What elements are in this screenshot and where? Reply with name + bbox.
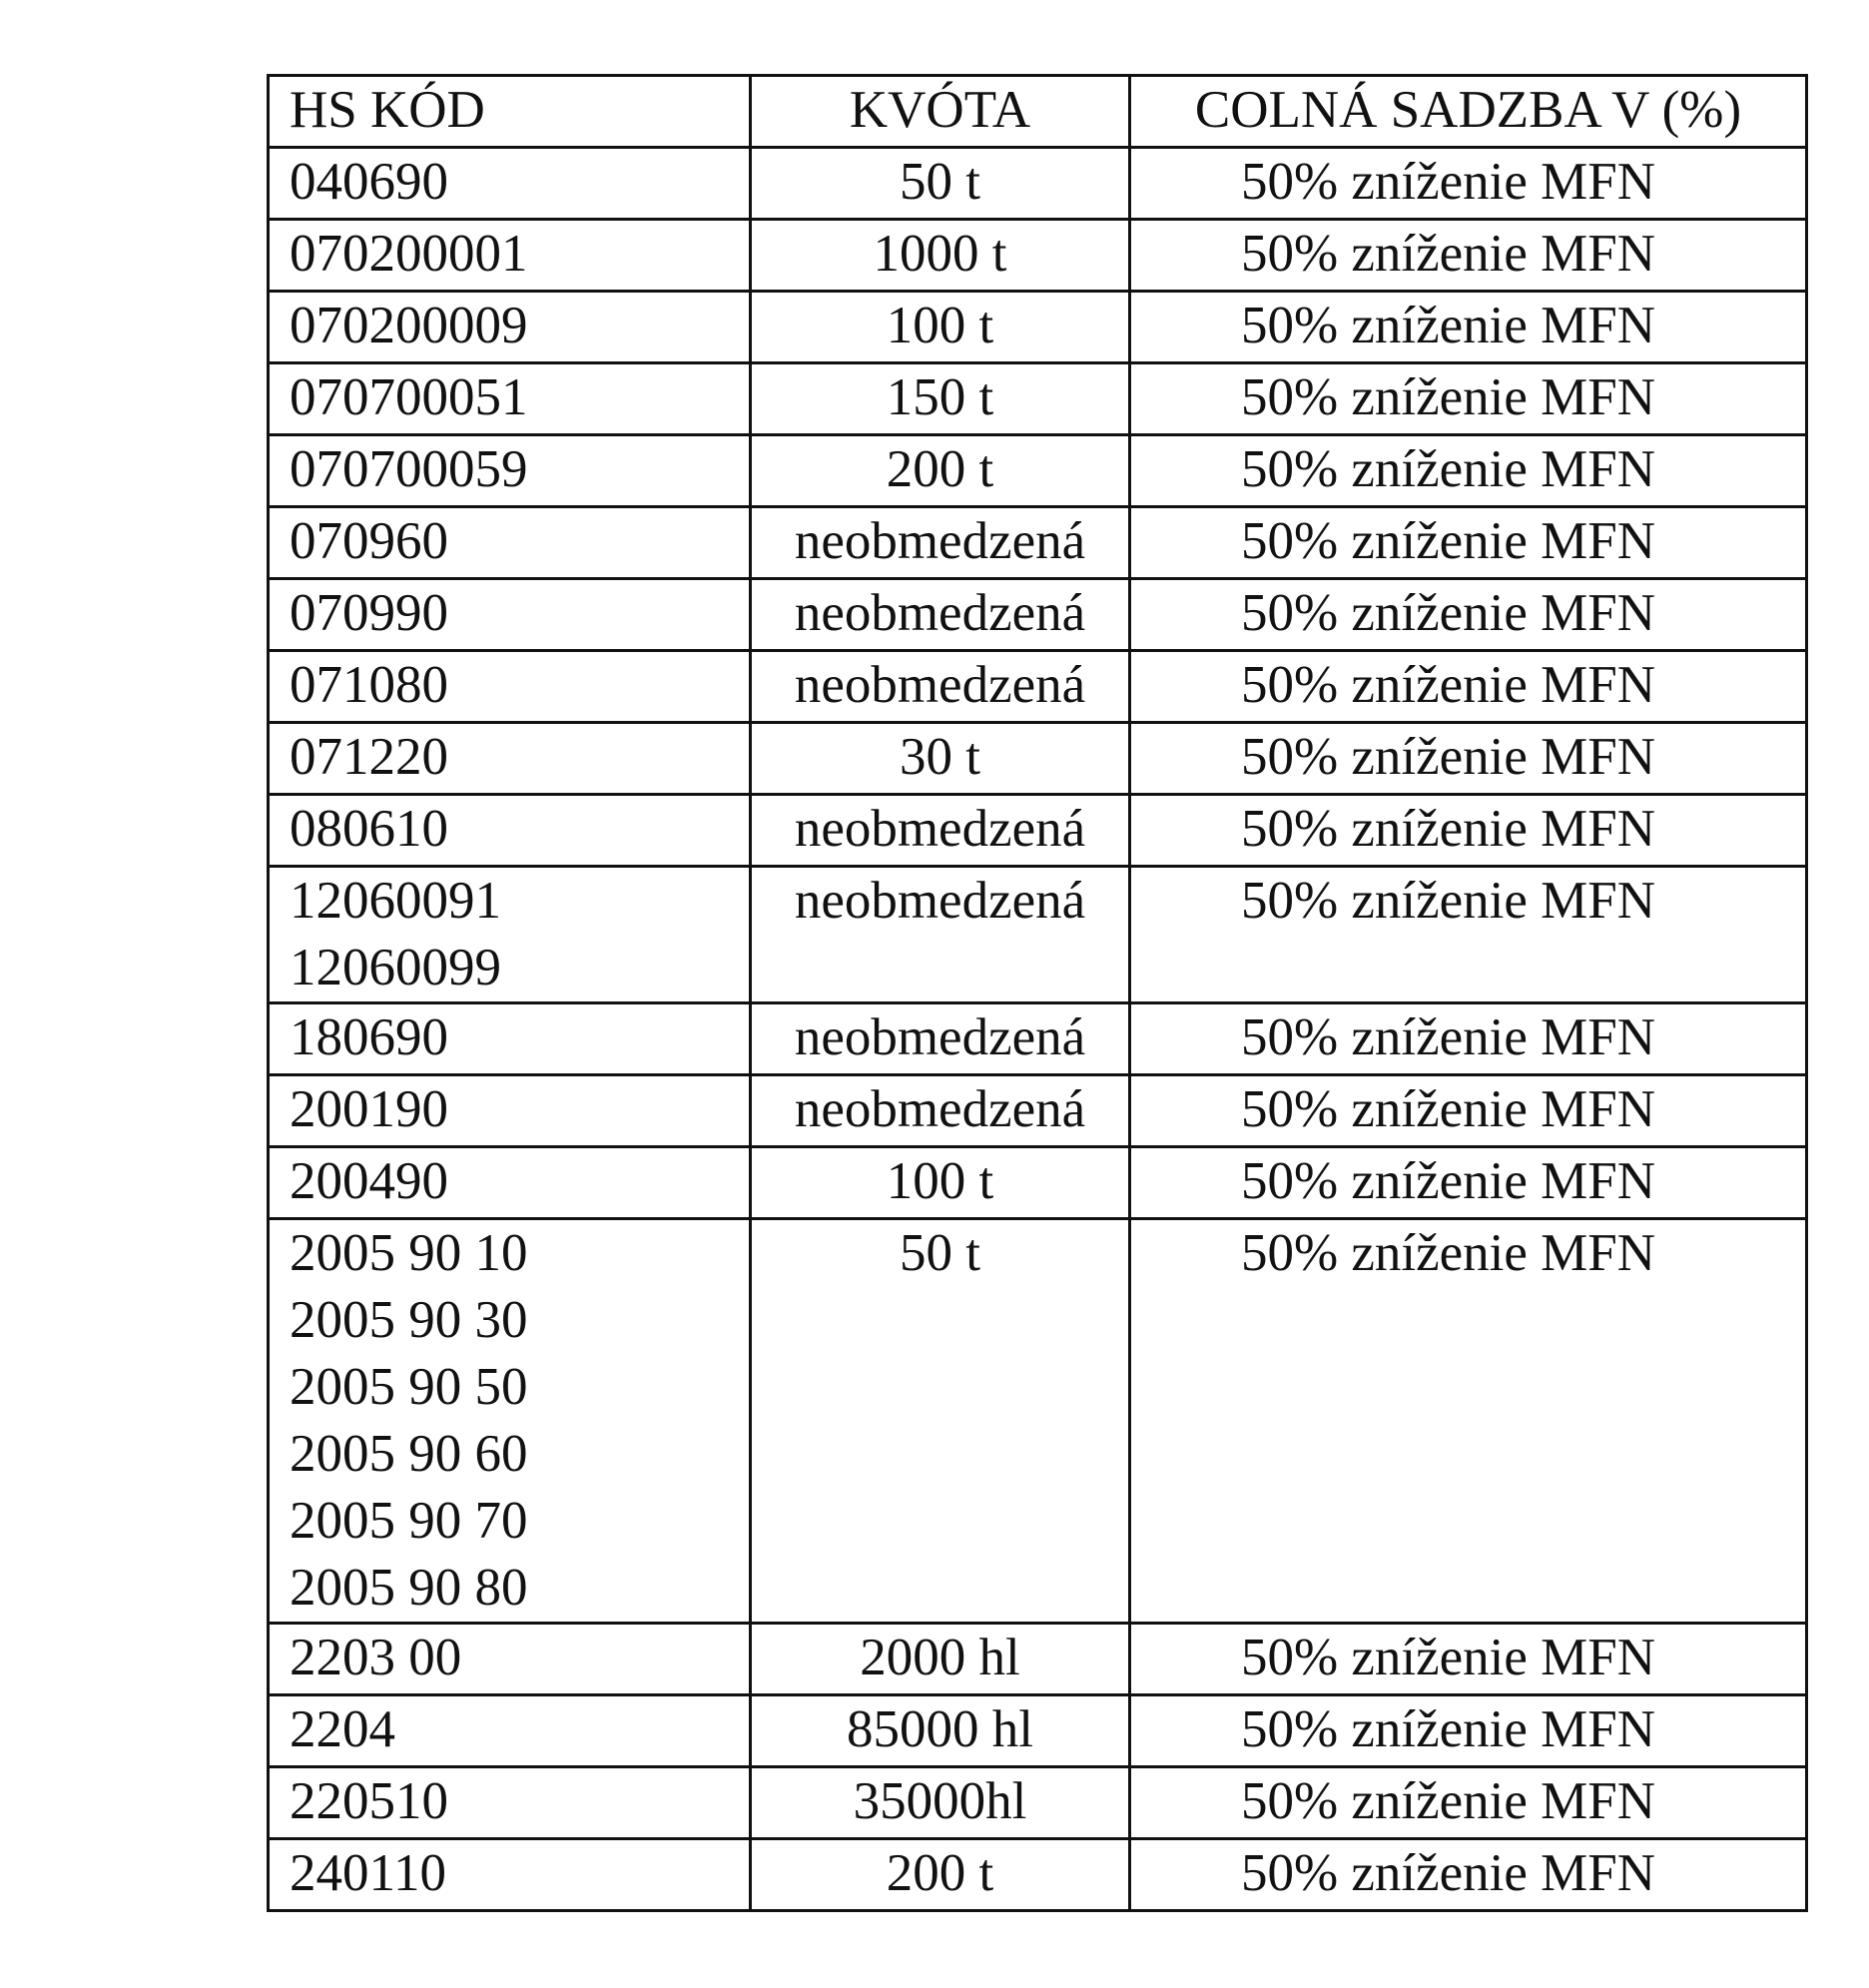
table-body (269, 148, 1807, 1911)
quota-cell: neobmedzená (751, 651, 1130, 723)
duty-rate-cell: 50% zníženie MFN (1130, 507, 1807, 579)
hs-code: 2005 90 80 (290, 1559, 528, 1617)
hs-code: 040690 (290, 153, 448, 211)
quota-cell: 85000 hl (751, 1695, 1130, 1767)
table-row (269, 651, 1807, 723)
duty-rate-cell: 50% zníženie MFN (1130, 148, 1807, 220)
table-row (269, 795, 1807, 867)
quota-cell: 2000 hl (751, 1624, 1130, 1695)
hs-code-cell (269, 795, 751, 867)
duty-rate-cell: 50% zníženie MFN (1130, 1147, 1807, 1219)
quota-cell: 1000 t (751, 220, 1130, 292)
quota-cell: neobmedzená (751, 795, 1130, 867)
duty-rate-cell: 50% zníženie MFN (1130, 1219, 1807, 1624)
tariff-quota-table (267, 74, 1808, 1912)
quota-cell: 200 t (751, 435, 1130, 507)
quota-cell: 150 t (751, 363, 1130, 435)
hs-code-cell (269, 1147, 751, 1219)
table-row (269, 1767, 1807, 1839)
hs-code: 070700051 (290, 368, 528, 426)
quota-cell: neobmedzená (751, 1075, 1130, 1147)
header-quota: KVÓTA (751, 76, 1130, 148)
hs-code: 080610 (290, 800, 448, 858)
hs-code-cell (269, 363, 751, 435)
hs-code-cell (269, 1839, 751, 1911)
duty-rate-cell: 50% zníženie MFN (1130, 220, 1807, 292)
hs-code-cell (269, 1624, 751, 1695)
hs-code-cell (269, 292, 751, 363)
duty-rate-cell: 50% zníženie MFN (1130, 363, 1807, 435)
table-row (269, 220, 1807, 292)
hs-code-cell (269, 435, 751, 507)
hs-code: 200190 (290, 1080, 448, 1138)
table-row (269, 507, 1807, 579)
hs-code: 2204 (290, 1700, 395, 1758)
hs-code: 12060099 (290, 939, 501, 996)
hs-code: 2005 90 10 (290, 1224, 528, 1282)
hs-code: 240110 (290, 1844, 447, 1902)
table-row (269, 1695, 1807, 1767)
quota-cell: 50 t (751, 148, 1130, 220)
hs-code: 070990 (290, 584, 448, 642)
hs-code-cell (269, 148, 751, 220)
hs-code-cell (269, 1695, 751, 1767)
hs-code: 2005 90 50 (290, 1358, 528, 1416)
hs-code: 071220 (290, 728, 448, 786)
hs-code: 2005 90 70 (290, 1492, 528, 1550)
hs-code-cell (269, 1003, 751, 1075)
hs-code: 2203 00 (290, 1629, 462, 1686)
hs-code-cell (269, 867, 751, 1003)
table-row (269, 292, 1807, 363)
table-row (269, 867, 1807, 1003)
duty-rate-cell: 50% zníženie MFN (1130, 579, 1807, 651)
header-duty-rate: COLNÁ SADZBA V (%) (1130, 76, 1807, 148)
quota-cell: neobmedzená (751, 507, 1130, 579)
duty-rate-cell: 50% zníženie MFN (1130, 723, 1807, 795)
hs-code-cell (269, 220, 751, 292)
hs-code: 070700059 (290, 440, 528, 498)
duty-rate-cell: 50% zníženie MFN (1130, 435, 1807, 507)
duty-rate-cell: 50% zníženie MFN (1130, 1075, 1807, 1147)
quota-cell: neobmedzená (751, 1003, 1130, 1075)
duty-rate-cell: 50% zníženie MFN (1130, 867, 1807, 1003)
hs-code: 200490 (290, 1152, 448, 1210)
duty-rate-cell: 50% zníženie MFN (1130, 1767, 1807, 1839)
table-row (269, 1839, 1807, 1911)
table-row (269, 723, 1807, 795)
duty-rate-cell: 50% zníženie MFN (1130, 1624, 1807, 1695)
hs-code: 070200009 (290, 297, 528, 354)
duty-rate-cell: 50% zníženie MFN (1130, 1839, 1807, 1911)
duty-rate-cell: 50% zníženie MFN (1130, 1695, 1807, 1767)
duty-rate-cell: 50% zníženie MFN (1130, 651, 1807, 723)
hs-code: 070960 (290, 512, 448, 570)
hs-code: 2005 90 30 (290, 1291, 528, 1349)
header-row (269, 76, 1807, 148)
quota-cell: 35000hl (751, 1767, 1130, 1839)
quota-cell: neobmedzená (751, 579, 1130, 651)
hs-code-cell (269, 1219, 751, 1624)
hs-code: 180690 (290, 1008, 448, 1066)
table-row (269, 363, 1807, 435)
hs-code: 2005 90 60 (290, 1425, 528, 1483)
header-hs-code: HS KÓD (269, 76, 751, 148)
table-row (269, 1624, 1807, 1695)
table-row (269, 1147, 1807, 1219)
duty-rate-cell: 50% zníženie MFN (1130, 1003, 1807, 1075)
table-row (269, 435, 1807, 507)
hs-code-cell (269, 723, 751, 795)
hs-code-cell (269, 1767, 751, 1839)
table-row (269, 148, 1807, 220)
quota-cell: 50 t (751, 1219, 1130, 1624)
hs-code: 070200001 (290, 225, 528, 283)
tariff-quota-table-container (267, 74, 1805, 1912)
quota-cell: 100 t (751, 292, 1130, 363)
duty-rate-cell: 50% zníženie MFN (1130, 795, 1807, 867)
hs-code: 220510 (290, 1772, 448, 1830)
quota-cell: 200 t (751, 1839, 1130, 1911)
hs-code: 12060091 (290, 872, 501, 930)
hs-code: 071080 (290, 656, 448, 714)
hs-code-cell (269, 651, 751, 723)
table-row (269, 579, 1807, 651)
quota-cell: neobmedzená (751, 867, 1130, 1003)
table-row (269, 1075, 1807, 1147)
duty-rate-cell: 50% zníženie MFN (1130, 292, 1807, 363)
hs-code-cell (269, 507, 751, 579)
table-row (269, 1219, 1807, 1624)
hs-code-cell (269, 1075, 751, 1147)
quota-cell: 100 t (751, 1147, 1130, 1219)
table-row (269, 1003, 1807, 1075)
hs-code-cell (269, 579, 751, 651)
quota-cell: 30 t (751, 723, 1130, 795)
